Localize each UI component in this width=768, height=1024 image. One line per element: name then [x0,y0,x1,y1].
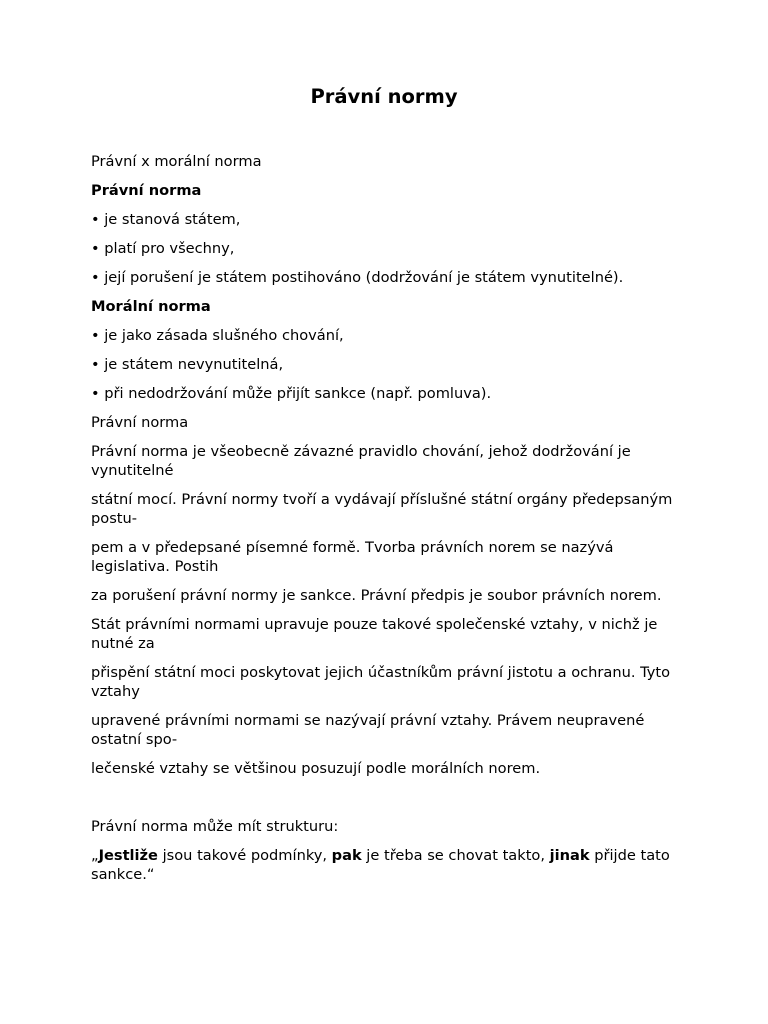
body-paragraph: přispění státní moci poskytovat jejich účastníkům právní jistotu a ochranu. Tyto vztahy [91,664,671,700]
keyword-jestlize: Jestliže [98,847,158,864]
document-page [91,83,681,894]
structure-sentence [91,846,681,884]
legal-norm-heading: Právní norma [91,182,202,199]
keyword-jinak: jinak [549,847,590,864]
body-paragraph: upravené právními normami se nazývají právní vztahy. Právem neupravené ostatní spo- [91,712,645,748]
legal-norm-bullet: • její porušení je státem postihováno (dodržování je státem vynutitelné). [91,269,624,286]
body-paragraph: Právní norma je všeobecně závazné pravidlo chování, jehož dodržování je vynutitelné [91,443,631,479]
legal-norm-bullet: • platí pro všechny, [91,240,235,257]
moral-norm-bullet: • při nedodržování může přijít sankce (např. pomluva). [91,385,492,402]
keyword-pak: pak [331,847,362,864]
legal-norm-bullet: • je stanová státem, [91,211,241,228]
body-paragraph: pem a v předepsané písemné formě. Tvorba právních norem se nazývá legislativa. Postih [91,539,614,575]
body-paragraph: státní mocí. Právní normy tvoří a vydávají příslušné státní orgány předepsaným postu- [91,491,673,527]
opening-quote: „ [91,847,99,864]
body-paragraph: Stát právními normami upravuje pouze takové společenské vztahy, v nichž je nutné za [91,616,658,652]
moral-norm-bullet: • je jako zásada slušného chování, [91,327,344,344]
blank-line [91,788,681,817]
structure-text: je třeba se chovat takto, [361,847,550,864]
structure-text: jsou takové podmínky, [157,847,332,864]
intro-line: Právní x morální norma [91,153,262,170]
moral-norm-bullet: • je státem nevynutitelná, [91,356,284,373]
body-paragraph: lečenské vztahy se většinou posuzují podle morálních norem. [91,760,541,777]
section-heading: Právní norma [91,414,189,431]
structure-intro: Právní norma může mít strukturu: [91,818,339,835]
structure-text: přijde tato sankce.“ [91,847,670,883]
moral-norm-heading: Morální norma [91,298,211,315]
body-paragraph: za porušení právní normy je sankce. Právní předpis je soubor právních norem. [91,587,662,604]
page-title: Právní normy [310,85,458,108]
